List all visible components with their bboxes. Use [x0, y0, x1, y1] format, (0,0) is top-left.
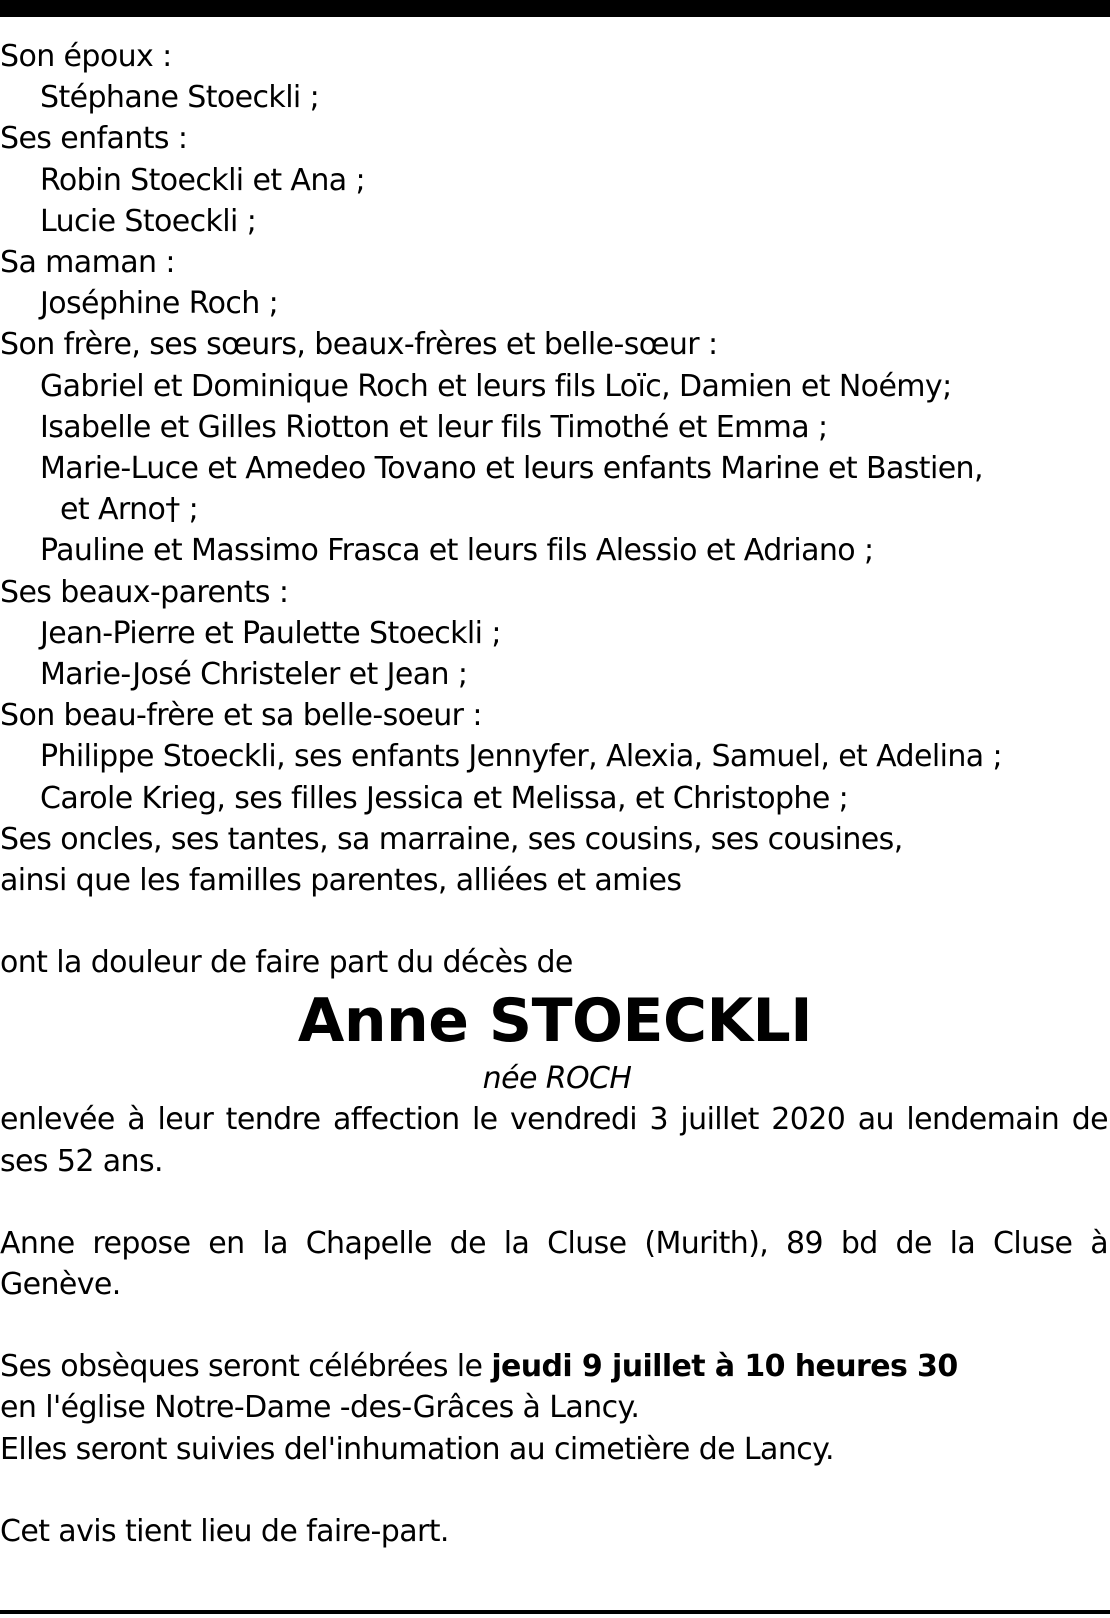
funeral-line [0, 1346, 1110, 1387]
spacer [0, 1305, 1110, 1346]
family-member: Philippe Stoeckli, ses enfants Jennyfer, Alexia, Samuel, et Adelina ; [40, 739, 1002, 775]
family-member: Gabriel et Dominique Roch et leurs fils Loïc, Damien et Noémy; [40, 368, 952, 404]
relatives-line: Ses oncles, ses tantes, sa marraine, ses cousins, ses cousines, [0, 821, 903, 857]
repose-text: Anne repose en la Chapelle de la Cluse (Murith), 89 bd de la Cluse à [0, 1225, 1108, 1261]
passing-text: enlevée à leur tendre affection le vendredi 3 juillet 2020 au lendemain de [0, 1102, 1108, 1138]
funeral-place: en l'église Notre-Dame -des-Grâces à Lancy. [0, 1390, 640, 1426]
family-member: Marie-Luce et Amedeo Tovano et leurs enfants Marine et Bastien, [40, 451, 983, 487]
family-member: Lucie Stoeckli ; [40, 203, 257, 239]
burial-text: Elles seront suivies del'inhumation au cimetière de Lancy. [0, 1431, 834, 1467]
family-heading-children: Ses enfants : [0, 121, 188, 157]
passing-text: ses 52 ans. [0, 1143, 163, 1179]
spacer [0, 1470, 1110, 1511]
family-heading-siblings: Son frère, ses sœurs, beaux-frères et belle-sœur : [0, 327, 718, 363]
family-heading-parents-in-law: Ses beaux-parents : [0, 574, 289, 610]
family-member: Stéphane Stoeckli ; [40, 80, 320, 116]
bottom-border-rule [0, 1610, 1110, 1614]
family-heading-mother: Sa maman : [0, 245, 175, 281]
family-member-continuation: et Arno† ; [60, 492, 199, 528]
announcement-text: ont la douleur de faire part du décès de [0, 945, 573, 981]
deceased-name: Anne STOECKLI [297, 986, 813, 1057]
obituary-notice [0, 36, 1110, 1552]
maiden-name: née ROCH [482, 1061, 632, 1097]
family-heading-siblings-in-law: Son beau-frère et sa belle-soeur : [0, 698, 482, 734]
family-member: Marie-José Christeler et Jean ; [40, 657, 468, 693]
family-member: Robin Stoeckli et Ana ; [40, 162, 365, 198]
family-member: Isabelle et Gilles Riotton et leur fils Timothé et Emma ; [40, 409, 828, 445]
funeral-intro: Ses obsèques seront célébrées le [0, 1349, 483, 1385]
family-member: Joséphine Roch ; [40, 286, 279, 322]
closing-text: Cet avis tient lieu de faire-part. [0, 1513, 449, 1549]
family-member: Jean-Pierre et Paulette Stoeckli ; [40, 615, 501, 651]
family-heading-spouse: Son époux : [0, 39, 172, 74]
family-section [0, 36, 1110, 901]
top-border-rule [0, 0, 1110, 17]
family-member: Pauline et Massimo Frasca et leurs fils Alessio et Adriano ; [40, 533, 874, 569]
funeral-datetime: jeudi 9 juillet à 10 heures 30 [491, 1349, 958, 1385]
spacer [0, 901, 1110, 942]
relatives-line: ainsi que les familles parentes, alliées et amies [0, 863, 682, 899]
family-member: Carole Krieg, ses filles Jessica et Melissa, et Christophe ; [40, 780, 849, 816]
spacer [0, 1182, 1110, 1223]
repose-text: Genève. [0, 1267, 121, 1303]
